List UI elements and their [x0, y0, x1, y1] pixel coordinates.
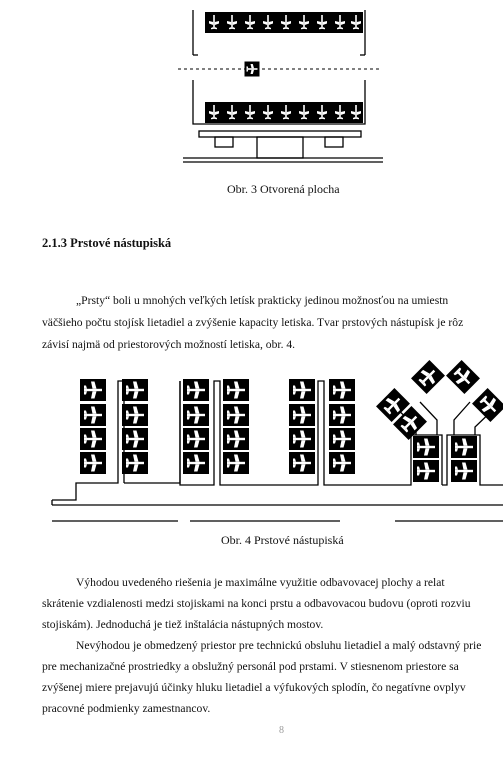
pier-2-planes: [183, 379, 249, 474]
figure-4-diagram: [0, 365, 503, 525]
paragraph-line: závisí najmä od priestorových možností letiska, obr. 4.: [42, 338, 296, 351]
apron-top-row-planes: [205, 12, 363, 33]
figure-3-caption: Obr. 3 Otvorená plocha: [227, 182, 340, 196]
pier-3-planes: [289, 379, 355, 474]
pier-1-planes: [80, 379, 148, 474]
figure-4-caption: Obr. 4 Prstové nástupiská: [221, 533, 344, 547]
paragraph-line: väčšieho počtu stojísk lietadiel a zvýšenie kapacity letiska. Tvar prstových nástupísk je rôz: [42, 316, 464, 329]
paragraph-line: Výhodou uvedeného riešenia je maximálne využitie odbavovacej plochy a relat: [76, 576, 445, 589]
paragraph-line: zvýšenej miere prejavujú účinky hluku lietadiel a výfukových splodín, čo negatívne ovplyv: [42, 681, 466, 694]
apron-bottom-row-planes: [205, 102, 363, 123]
paragraph-line: pre mechanizačné prostriedky a obslužný personál pod prstami. V stiesnenom priestore sa: [42, 660, 459, 673]
paragraph-line: „Prsty“ boli u mnohých veľkých letísk prakticky jedinou možnosťou na umiestn: [76, 294, 449, 307]
pier-4-planes: [376, 360, 503, 482]
paragraph-line: Nevýhodou je obmedzený priestor pre technickú obsluhu lietadiel a malý odstavný prie: [76, 639, 482, 652]
paragraph-line: stojiskám). Jednoduchá je tiež inštalácia nástupných mostov.: [42, 618, 324, 631]
paragraph-line: skrátenie vzdialenosti medzi stojiskami na konci prstu a odbavovacou budovu (oproti rozviu: [42, 597, 471, 610]
section-heading: 2.1.3 Prstové nástupiská: [42, 236, 172, 250]
paragraph-line: pracovné podmienky zamestnancov.: [42, 702, 211, 715]
figure-3-diagram: [0, 0, 503, 180]
page-number: 8: [279, 725, 284, 736]
